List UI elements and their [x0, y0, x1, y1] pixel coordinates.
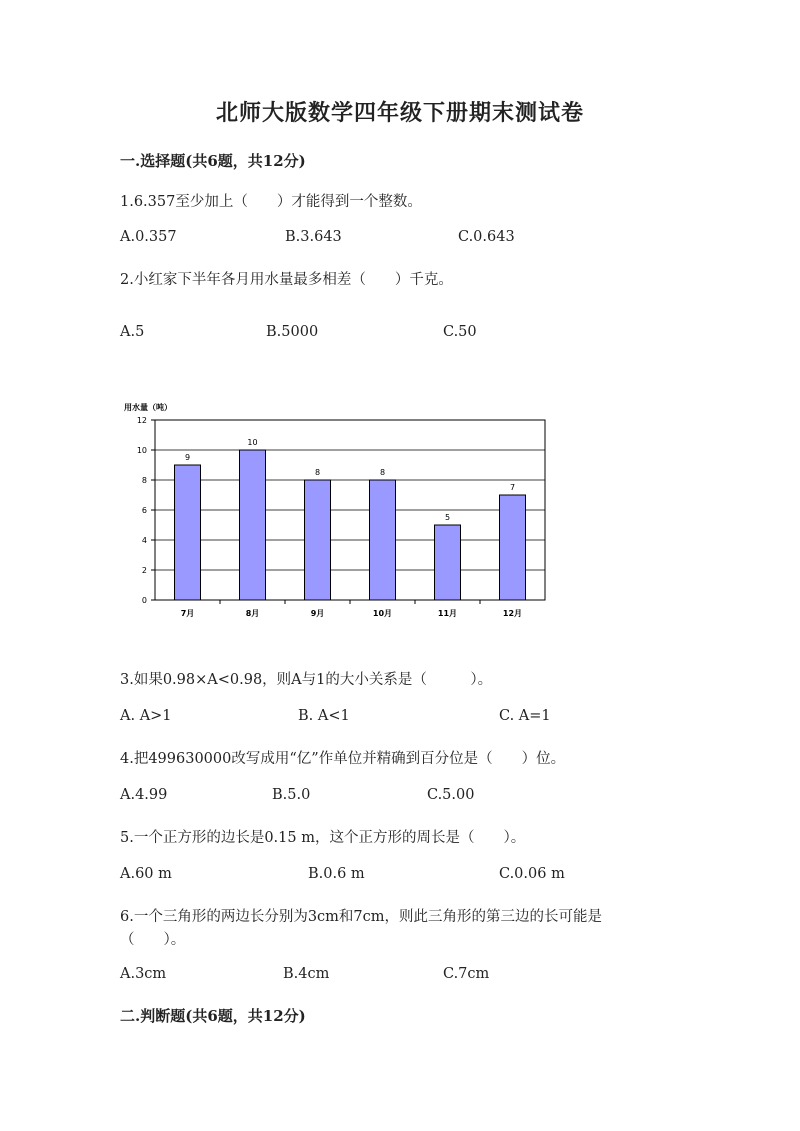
bar-value-label: 7: [509, 483, 516, 492]
water-usage-bar-chart: [118, 396, 558, 626]
question-1-option-b: B.3.643: [285, 229, 342, 245]
bar-value-label: 9: [184, 453, 191, 462]
y-tick-label: 0: [141, 596, 147, 605]
x-tick-label: 11月: [437, 609, 458, 618]
question-5-stem: 5.一个正方形的边长是0.15 m，这个正方形的周长是（ ）。: [120, 830, 526, 846]
bar: [435, 525, 461, 600]
question-2-option-a: A.5: [120, 324, 145, 340]
bar: [240, 450, 266, 600]
bar: [370, 480, 396, 600]
question-6-stem-continued: （ ）。: [120, 932, 186, 948]
question-3-option-c: C. A=1: [499, 708, 551, 724]
bar-value-label: 5: [444, 513, 451, 522]
question-6-option-c: C.7cm: [443, 966, 490, 982]
bar-value-label: 8: [379, 468, 386, 477]
bar: [500, 495, 526, 600]
question-6-option-b: B.4cm: [283, 966, 330, 982]
y-tick-label: 6: [141, 506, 147, 515]
bar-value-label: 10: [247, 438, 258, 447]
question-6-option-a: A.3cm: [120, 966, 167, 982]
y-axis-label: 用水量（吨）: [124, 403, 172, 412]
x-tick-label: 7月: [180, 609, 195, 618]
y-tick-label: 8: [141, 476, 147, 485]
y-tick-label: 10: [136, 446, 147, 455]
section-heading-choice: 一.选择题(共6题，共12分): [120, 152, 306, 170]
question-3-stem: 3.如果0.98×A<0.98，则A与1的大小关系是（ ）。: [120, 672, 493, 688]
bar: [305, 480, 331, 600]
question-4-stem: 4.把499630000改写成用“亿”作单位并精确到百分位是（ ）位。: [120, 751, 566, 767]
question-1-option-a: A.0.357: [120, 229, 177, 245]
question-1-stem: 1.6.357至少加上（ ）才能得到一个整数。: [120, 194, 422, 210]
question-2-option-c: C.50: [443, 324, 477, 340]
question-5-option-c: C.0.06 m: [499, 866, 565, 882]
question-3-option-a: A. A>1: [120, 708, 172, 724]
question-4-option-b: B.5.0: [272, 787, 311, 803]
x-tick-label: 8月: [245, 609, 260, 618]
question-6-stem: 6.一个三角形的两边长分别为3cm和7cm，则此三角形的第三边的长可能是: [120, 909, 603, 925]
y-tick-label: 12: [136, 416, 147, 425]
bar: [175, 465, 201, 600]
question-2-stem: 2.小红家下半年各月用水量最多相差（ ）千克。: [120, 272, 453, 288]
y-tick-label: 2: [141, 566, 147, 575]
x-tick-label: 10月: [372, 609, 393, 618]
y-tick-label: 4: [141, 536, 147, 545]
bar-value-label: 8: [314, 468, 321, 477]
question-2-option-b: B.5000: [266, 324, 319, 340]
section-heading-judgement: 二.判断题(共6题，共12分): [120, 1007, 306, 1025]
x-tick-label: 12月: [502, 609, 523, 618]
x-tick-label: 9月: [310, 609, 325, 618]
question-1-option-c: C.0.643: [458, 229, 515, 245]
question-4-option-a: A.4.99: [120, 787, 168, 803]
page-title: 北师大版数学四年级下册期末测试卷: [215, 100, 584, 126]
question-5-option-b: B.0.6 m: [308, 866, 365, 882]
question-4-option-c: C.5.00: [427, 787, 475, 803]
question-5-option-a: A.60 m: [120, 866, 172, 882]
question-3-option-b: B. A<1: [298, 708, 350, 724]
